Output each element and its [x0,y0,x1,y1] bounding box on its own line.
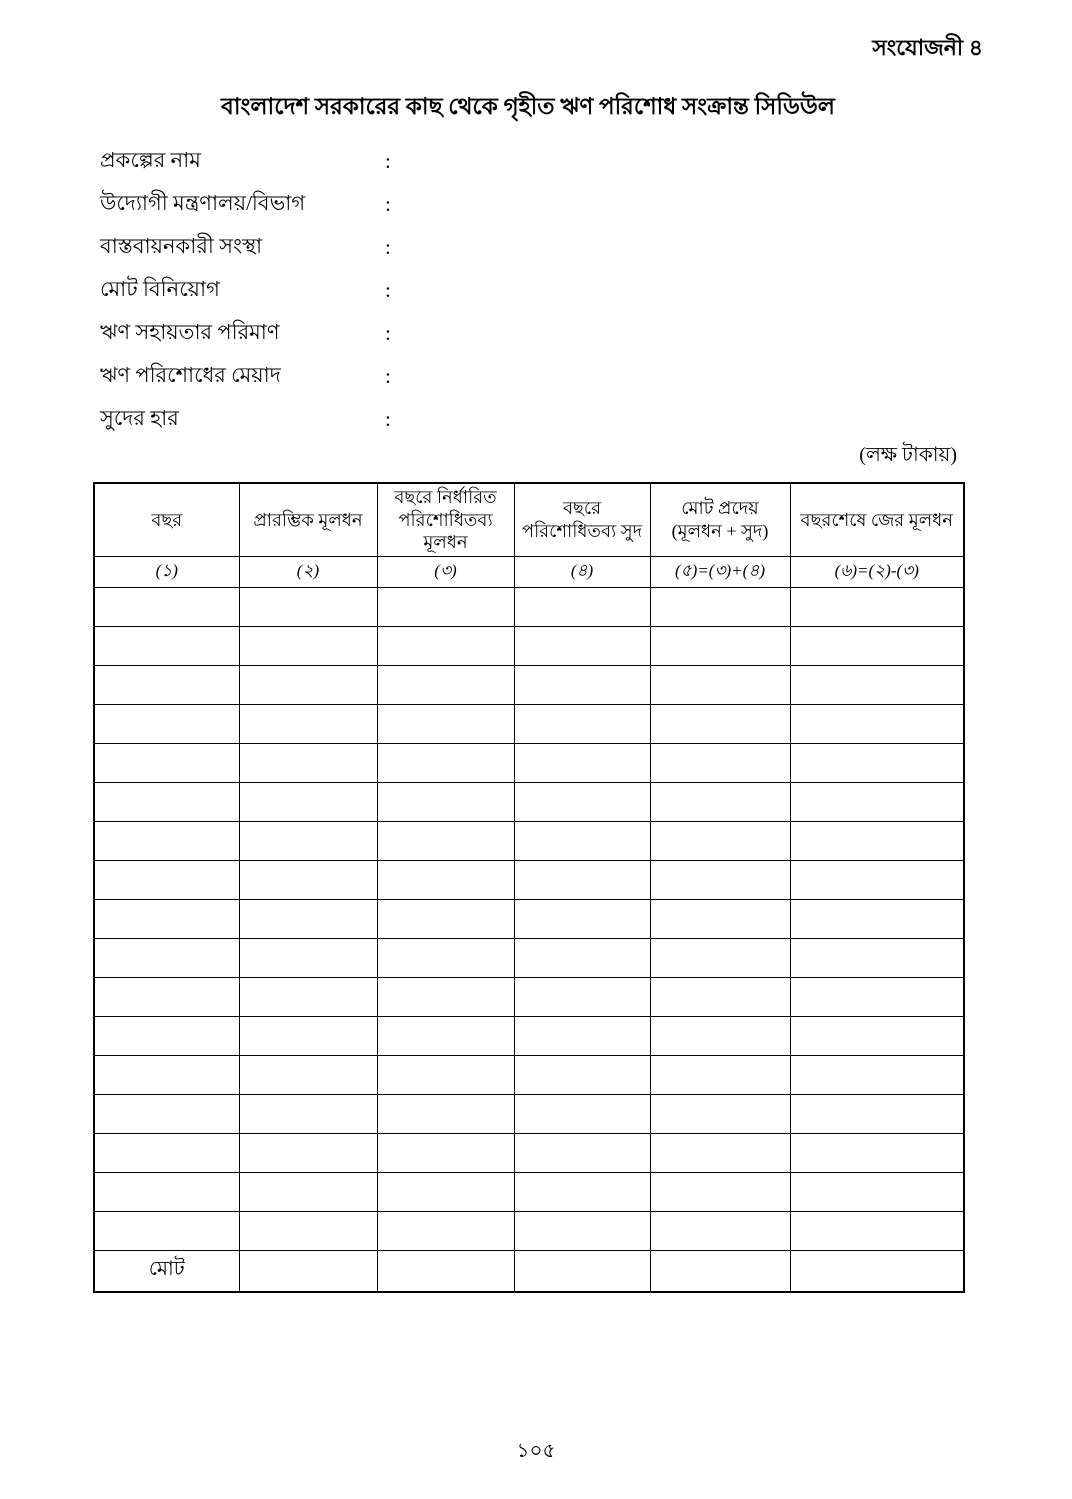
total-label-cell: মোট [94,1250,239,1292]
table-cell [514,860,650,899]
table-cell [650,821,790,860]
table-row [94,1211,964,1250]
form-field [93,269,963,312]
table-cell [790,704,964,743]
table-cell [239,1172,377,1211]
table-cell [514,704,650,743]
total-value-cell [514,1250,650,1292]
table-cell [650,1211,790,1250]
form-fields [93,140,963,441]
table-cell [94,1055,239,1094]
table-cell [790,1211,964,1250]
table-cell [239,821,377,860]
field-colon: : [385,149,391,173]
table-cell [94,938,239,977]
table-cell [377,1211,514,1250]
field-colon: : [385,321,391,345]
table-cell [514,1172,650,1211]
column-number-cell: (৫)=(৩)+(৪) [650,556,790,587]
table-row [94,938,964,977]
table-cell [94,1172,239,1211]
table-cell [94,782,239,821]
column-number-cell: (৩) [377,556,514,587]
document-title: বাংলাদেশ সরকারের কাছ থেকে গৃহীত ঋণ পরিশোধ সংক্রান্ত সিডিউল [221,94,835,119]
table-cell [650,1094,790,1133]
table-cell [239,704,377,743]
table-row [94,899,964,938]
table-cell [514,743,650,782]
table-cell [94,665,239,704]
page-number: ১০৫ [516,1440,556,1462]
table-cell [239,626,377,665]
table-cell [790,1055,964,1094]
table-cell [790,821,964,860]
total-value-cell [377,1250,514,1292]
table-cell [650,977,790,1016]
table-cell [239,977,377,1016]
table-cell [790,899,964,938]
table-cell [790,1094,964,1133]
form-field [93,226,963,269]
table-row [94,626,964,665]
column-number-cell: (২) [239,556,377,587]
table-cell [514,899,650,938]
field-label: ঋণ পরিশোধের মেয়াদ [100,363,281,387]
table-cell [94,1094,239,1133]
table-cell [650,743,790,782]
table-cell [790,1133,964,1172]
total-row [94,1250,964,1292]
form-field [93,355,963,398]
table-body [94,587,964,1292]
table-cell [650,626,790,665]
table-cell [377,1055,514,1094]
table-row [94,1172,964,1211]
column-number-cell: (৪) [514,556,650,587]
table-cell [790,938,964,977]
table-cell [377,1016,514,1055]
table-cell [650,938,790,977]
table-cell [239,899,377,938]
table-cell [514,1094,650,1133]
table-cell [239,860,377,899]
header-cell-total-payable: মোট প্রদেয় (মূলধন + সুদ) [650,483,790,556]
table-cell [239,1094,377,1133]
table-cell [239,782,377,821]
table-row [94,704,964,743]
repayment-schedule-table [93,482,965,1293]
table-cell [94,1016,239,1055]
table-cell [650,665,790,704]
table-row [94,1094,964,1133]
table-cell [94,626,239,665]
table-cell [94,899,239,938]
table-cell [94,1211,239,1250]
header-cell-closing-capital: বছরশেষে জের মূলধন [790,483,964,556]
table-cell [514,938,650,977]
table-cell [790,860,964,899]
table-cell [377,1133,514,1172]
table-cell [377,665,514,704]
table-cell [377,704,514,743]
table-cell [239,743,377,782]
field-colon: : [385,192,391,216]
table-cell [377,782,514,821]
column-number-cell: (৬)=(২)-(৩) [790,556,964,587]
table-cell [239,1133,377,1172]
table-cell [377,587,514,626]
table-cell [377,860,514,899]
table-cell [514,977,650,1016]
table-row [94,1055,964,1094]
table-cell [94,821,239,860]
field-colon: : [385,278,391,302]
table-cell [377,977,514,1016]
form-field [93,312,963,355]
column-number-cell: (১) [94,556,239,587]
table-cell [650,1133,790,1172]
table-cell [239,938,377,977]
column-numbers-row [94,556,964,587]
table-row [94,743,964,782]
table-cell [94,860,239,899]
table-row [94,977,964,1016]
header-cell-capital-payable: বছরে নির্ধারিত পরিশোধিতব্য মূলধন [377,483,514,556]
table-cell [514,1016,650,1055]
table-row [94,821,964,860]
header-cell-year: বছর [94,483,239,556]
table-cell [239,1055,377,1094]
table-cell [650,782,790,821]
table-cell [790,743,964,782]
table-cell [514,587,650,626]
table-cell [650,587,790,626]
table-cell [94,1133,239,1172]
field-label: উদ্যোগী মন্ত্রণালয়/বিভাগ [100,191,306,215]
table-cell [239,587,377,626]
form-field [93,140,963,183]
table-row [94,1133,964,1172]
form-field [93,398,963,441]
table-cell [790,665,964,704]
table-row [94,665,964,704]
table-cell [790,587,964,626]
table-row [94,587,964,626]
table-cell [377,899,514,938]
table-cell [94,587,239,626]
table-cell [377,821,514,860]
table-cell [514,665,650,704]
table-cell [239,665,377,704]
table-head [94,483,964,587]
table-cell [650,860,790,899]
field-colon: : [385,235,391,259]
table-row [94,782,964,821]
table-cell [239,1016,377,1055]
table-cell [790,977,964,1016]
field-label: মোট বিনিয়োগ [100,277,220,301]
table-cell [514,1133,650,1172]
table-cell [514,782,650,821]
table-cell [790,782,964,821]
table-cell [650,704,790,743]
field-label: সুদের হার [100,406,179,430]
table-cell [239,1211,377,1250]
total-value-cell [650,1250,790,1292]
table-cell [514,821,650,860]
table-row [94,860,964,899]
table-cell [94,977,239,1016]
table-cell [377,938,514,977]
unit-note: (লক্ষ টাকায়) [859,444,957,466]
table-header-row [94,483,964,556]
total-value-cell [239,1250,377,1292]
table-cell [650,1055,790,1094]
table-cell [650,899,790,938]
table-cell [514,1211,650,1250]
header-cell-interest-payable: বছরে পরিশোধিতব্য সুদ [514,483,650,556]
table-cell [94,704,239,743]
field-label: বাস্তবায়নকারী সংস্থা [100,234,263,258]
field-colon: : [385,407,391,431]
table-cell [650,1016,790,1055]
table-cell [94,743,239,782]
header-cell-opening-capital: প্রারম্ভিক মূলধন [239,483,377,556]
table-cell [650,1172,790,1211]
table-cell [790,626,964,665]
table-cell [377,1172,514,1211]
table-row [94,1016,964,1055]
field-label: প্রকল্পের নাম [100,148,201,172]
form-field [93,183,963,226]
table-cell [377,743,514,782]
field-colon: : [385,364,391,388]
table-cell [377,1094,514,1133]
annex-label: সংযোজনী ৪ [872,35,983,60]
table-cell [377,626,514,665]
table-cell [790,1172,964,1211]
table-cell [514,1055,650,1094]
total-value-cell [790,1250,964,1292]
field-label: ঋণ সহায়তার পরিমাণ [100,320,280,344]
table-cell [790,1016,964,1055]
table-cell [514,626,650,665]
